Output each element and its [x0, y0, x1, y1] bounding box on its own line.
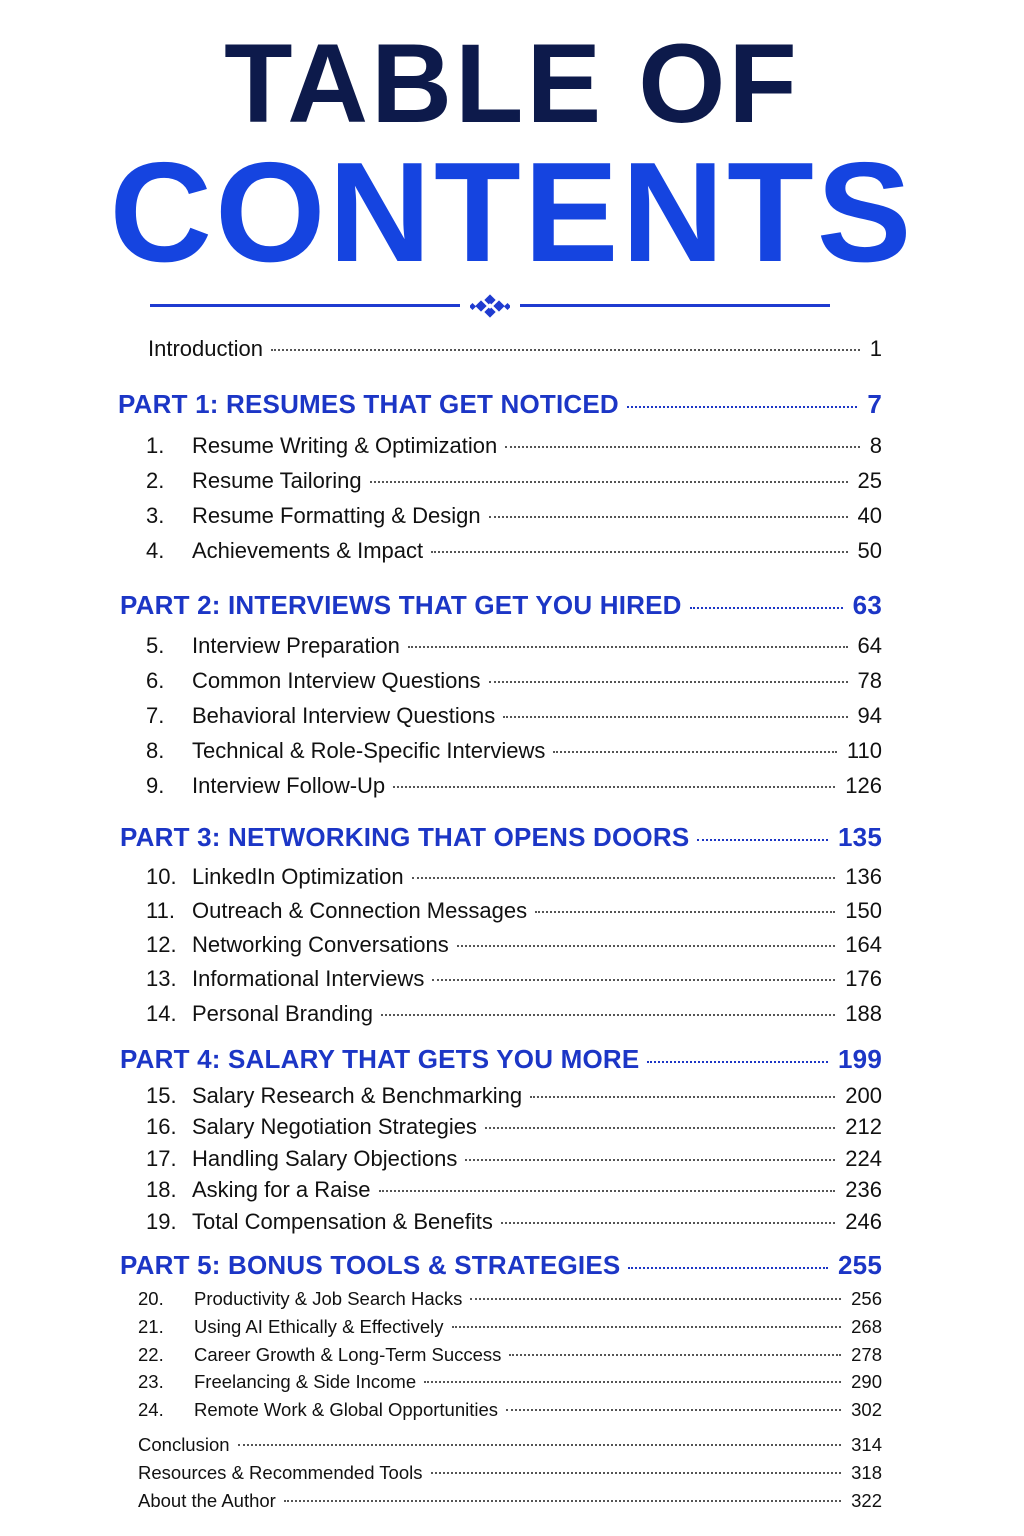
chapter-entry[interactable]	[146, 1146, 882, 1176]
entry-number: 18.	[146, 1177, 177, 1202]
entry-title: Networking Conversations	[192, 932, 449, 957]
page-number: 236	[845, 1177, 882, 1202]
entry-title: Personal Branding	[192, 1001, 374, 1026]
part-heading-2[interactable]	[120, 590, 882, 620]
dot-leader	[530, 1096, 835, 1098]
entry-title: Technical & Role-Specific Interviews	[192, 738, 546, 763]
entry-number: 5.	[146, 633, 165, 658]
dot-leader	[457, 945, 836, 947]
page-number: 246	[845, 1209, 882, 1234]
entry-title: PART 5: BONUS TOOLS & STRATEGIES	[120, 1250, 621, 1280]
entry-number: 13.	[146, 966, 177, 991]
chapter-entry[interactable]	[146, 703, 882, 733]
dot-leader	[506, 1409, 841, 1411]
dot-leader	[627, 406, 857, 408]
dot-leader	[238, 1444, 842, 1446]
entry-title: PART 1: RESUMES THAT GET NOTICED	[118, 389, 619, 419]
page-number: 322	[851, 1490, 882, 1511]
entry-number: 4.	[146, 538, 165, 563]
page-number: 150	[845, 898, 882, 923]
page-number: 290	[851, 1371, 882, 1392]
page-number: 188	[845, 1001, 882, 1026]
chapter-entry[interactable]	[146, 773, 882, 803]
toc-entry-introduction[interactable]	[148, 336, 882, 366]
page-number: 256	[851, 1288, 882, 1309]
entry-title: Resources & Recommended Tools	[138, 1462, 423, 1483]
toc-entry-back-matter[interactable]	[138, 1462, 882, 1492]
entry-title: PART 2: INTERVIEWS THAT GET YOU HIRED	[120, 590, 682, 620]
dot-leader	[647, 1061, 828, 1063]
entry-number: 12.	[146, 932, 177, 957]
entry-title: Salary Negotiation Strategies	[192, 1114, 477, 1139]
entry-title: Handling Salary Objections	[192, 1146, 458, 1171]
title-line-2: CONTENTS	[109, 133, 915, 292]
page-number: 64	[857, 633, 882, 658]
entry-title: Common Interview Questions	[192, 668, 481, 693]
chapter-entry[interactable]	[138, 1344, 882, 1374]
chapter-entry[interactable]	[138, 1316, 882, 1346]
dot-leader	[501, 1222, 835, 1224]
page-number: 50	[857, 538, 882, 563]
entry-title: About the Author	[138, 1490, 276, 1511]
entry-number: 21.	[138, 1316, 164, 1337]
entry-number: 6.	[146, 668, 165, 693]
dot-leader	[485, 1127, 835, 1129]
entry-number: 24.	[138, 1399, 164, 1420]
chapter-entry[interactable]	[138, 1288, 882, 1318]
entry-number: 15.	[146, 1083, 177, 1108]
entry-title: Achievements & Impact	[192, 538, 424, 563]
entry-number: 3.	[146, 503, 165, 528]
dot-leader	[553, 751, 837, 753]
page-number: 200	[845, 1083, 882, 1108]
page-number: 176	[845, 966, 882, 991]
page-number: 302	[851, 1399, 882, 1420]
entry-title: Introduction	[148, 336, 263, 361]
page-number: 136	[845, 864, 882, 889]
entry-number: 10.	[146, 864, 177, 889]
entry-title: Outreach & Connection Messages	[192, 898, 528, 923]
toc-entry-back-matter[interactable]	[138, 1490, 882, 1520]
page-number: 25	[857, 468, 882, 493]
page-number: 40	[857, 503, 882, 528]
page-number: 135	[838, 822, 882, 852]
entry-number: 16.	[146, 1114, 177, 1139]
entry-number: 22.	[138, 1344, 164, 1365]
chapter-entry[interactable]	[146, 433, 882, 463]
entry-title: Productivity & Job Search Hacks	[194, 1288, 463, 1309]
page-number: 78	[857, 668, 882, 693]
page-number: 318	[851, 1462, 882, 1483]
chapter-entry[interactable]	[146, 1083, 882, 1113]
page-number: 314	[851, 1434, 882, 1455]
entry-number: 7.	[146, 703, 165, 728]
entry-title: Total Compensation & Benefits	[192, 1209, 493, 1234]
dot-leader	[381, 1014, 835, 1016]
dot-leader	[535, 911, 835, 913]
dot-leader	[412, 877, 836, 879]
dot-leader	[379, 1190, 836, 1192]
chapter-entry[interactable]	[146, 503, 882, 533]
dot-leader	[431, 1472, 842, 1474]
dot-leader	[503, 716, 847, 718]
chapter-entry[interactable]	[146, 1114, 882, 1144]
dot-leader	[509, 1354, 841, 1356]
entry-title: Interview Preparation	[192, 633, 400, 658]
dot-leader	[271, 349, 860, 351]
entry-title: Resume Tailoring	[192, 468, 362, 493]
dot-leader	[465, 1159, 835, 1161]
page-number: 126	[845, 773, 882, 798]
entry-title: Remote Work & Global Opportunities	[194, 1399, 499, 1420]
entry-number: 8.	[146, 738, 165, 763]
chapter-entry[interactable]	[146, 966, 882, 996]
chapter-entry[interactable]	[146, 932, 882, 962]
page-number: 255	[838, 1250, 882, 1280]
part-heading-4[interactable]	[120, 1044, 882, 1074]
chapter-entry[interactable]	[138, 1399, 882, 1429]
entry-title: LinkedIn Optimization	[192, 864, 404, 889]
dot-leader	[424, 1381, 841, 1383]
entry-number: 17.	[146, 1146, 177, 1171]
entry-number: 1.	[146, 433, 165, 458]
chapter-entry[interactable]	[146, 1177, 882, 1207]
entry-number: 9.	[146, 773, 165, 798]
page-number: 199	[838, 1044, 882, 1074]
entry-number: 19.	[146, 1209, 177, 1234]
entry-title: Resume Formatting & Design	[192, 503, 481, 528]
entry-title: PART 3: NETWORKING THAT OPENS DOORS	[120, 822, 690, 852]
page-number: 212	[845, 1114, 882, 1139]
chapter-entry[interactable]	[146, 468, 882, 498]
dot-leader	[284, 1500, 841, 1502]
page-number: 7	[867, 389, 882, 419]
dot-leader	[489, 516, 848, 518]
page-number: 110	[846, 738, 882, 763]
entry-title: Conclusion	[138, 1434, 230, 1455]
entry-title: Resume Writing & Optimization	[192, 433, 498, 458]
chapter-entry[interactable]	[146, 668, 882, 698]
chapter-entry[interactable]	[138, 1371, 882, 1401]
entry-number: 2.	[146, 468, 165, 493]
dot-leader	[393, 786, 835, 788]
entry-title: Asking for a Raise	[192, 1177, 371, 1202]
chapter-entry[interactable]	[146, 738, 882, 768]
entry-title: Freelancing & Side Income	[194, 1371, 417, 1392]
dot-leader	[489, 681, 848, 683]
entry-title: Interview Follow-Up	[192, 773, 386, 798]
dot-leader	[432, 979, 835, 981]
entry-title: Informational Interviews	[192, 966, 425, 991]
dot-leader	[408, 646, 848, 648]
entry-number: 23.	[138, 1371, 164, 1392]
page-number: 94	[857, 703, 882, 728]
page-number: 268	[851, 1316, 882, 1337]
chapter-entry[interactable]	[146, 538, 882, 568]
entry-number: 14.	[146, 1001, 177, 1026]
part-heading-5[interactable]	[120, 1250, 882, 1280]
entry-title: Using AI Ethically & Effectively	[194, 1316, 444, 1337]
dot-leader	[470, 1298, 841, 1300]
entry-number: 20.	[138, 1288, 164, 1309]
page-number: 278	[851, 1344, 882, 1365]
dot-leader	[697, 839, 828, 841]
dot-leader	[628, 1267, 828, 1269]
page-number: 224	[845, 1146, 882, 1171]
dot-leader	[505, 446, 860, 448]
part-heading-1[interactable]	[118, 389, 882, 419]
entry-number: 11.	[146, 898, 175, 923]
chapter-entry[interactable]	[146, 1001, 882, 1031]
dot-leader	[690, 607, 843, 609]
toc-entry-back-matter[interactable]	[138, 1434, 882, 1464]
dot-leader	[452, 1326, 842, 1328]
chapter-entry[interactable]	[146, 864, 882, 894]
entry-title: Salary Research & Benchmarking	[192, 1083, 523, 1108]
entry-title: PART 4: SALARY THAT GETS YOU MORE	[120, 1044, 640, 1074]
page-number: 1	[869, 336, 882, 361]
chapter-entry[interactable]	[146, 1209, 882, 1239]
dot-leader	[431, 551, 847, 553]
dot-leader	[370, 481, 848, 483]
chapter-entry[interactable]	[146, 898, 882, 928]
title-line-1: TABLE OF	[224, 21, 800, 146]
part-heading-3[interactable]	[120, 822, 882, 852]
page-number: 164	[845, 932, 882, 957]
chapter-entry[interactable]	[146, 633, 882, 663]
entry-title: Behavioral Interview Questions	[192, 703, 496, 728]
page-number: 8	[869, 433, 882, 458]
page-number: 63	[852, 590, 882, 620]
entry-title: Career Growth & Long-Term Success	[194, 1344, 502, 1365]
